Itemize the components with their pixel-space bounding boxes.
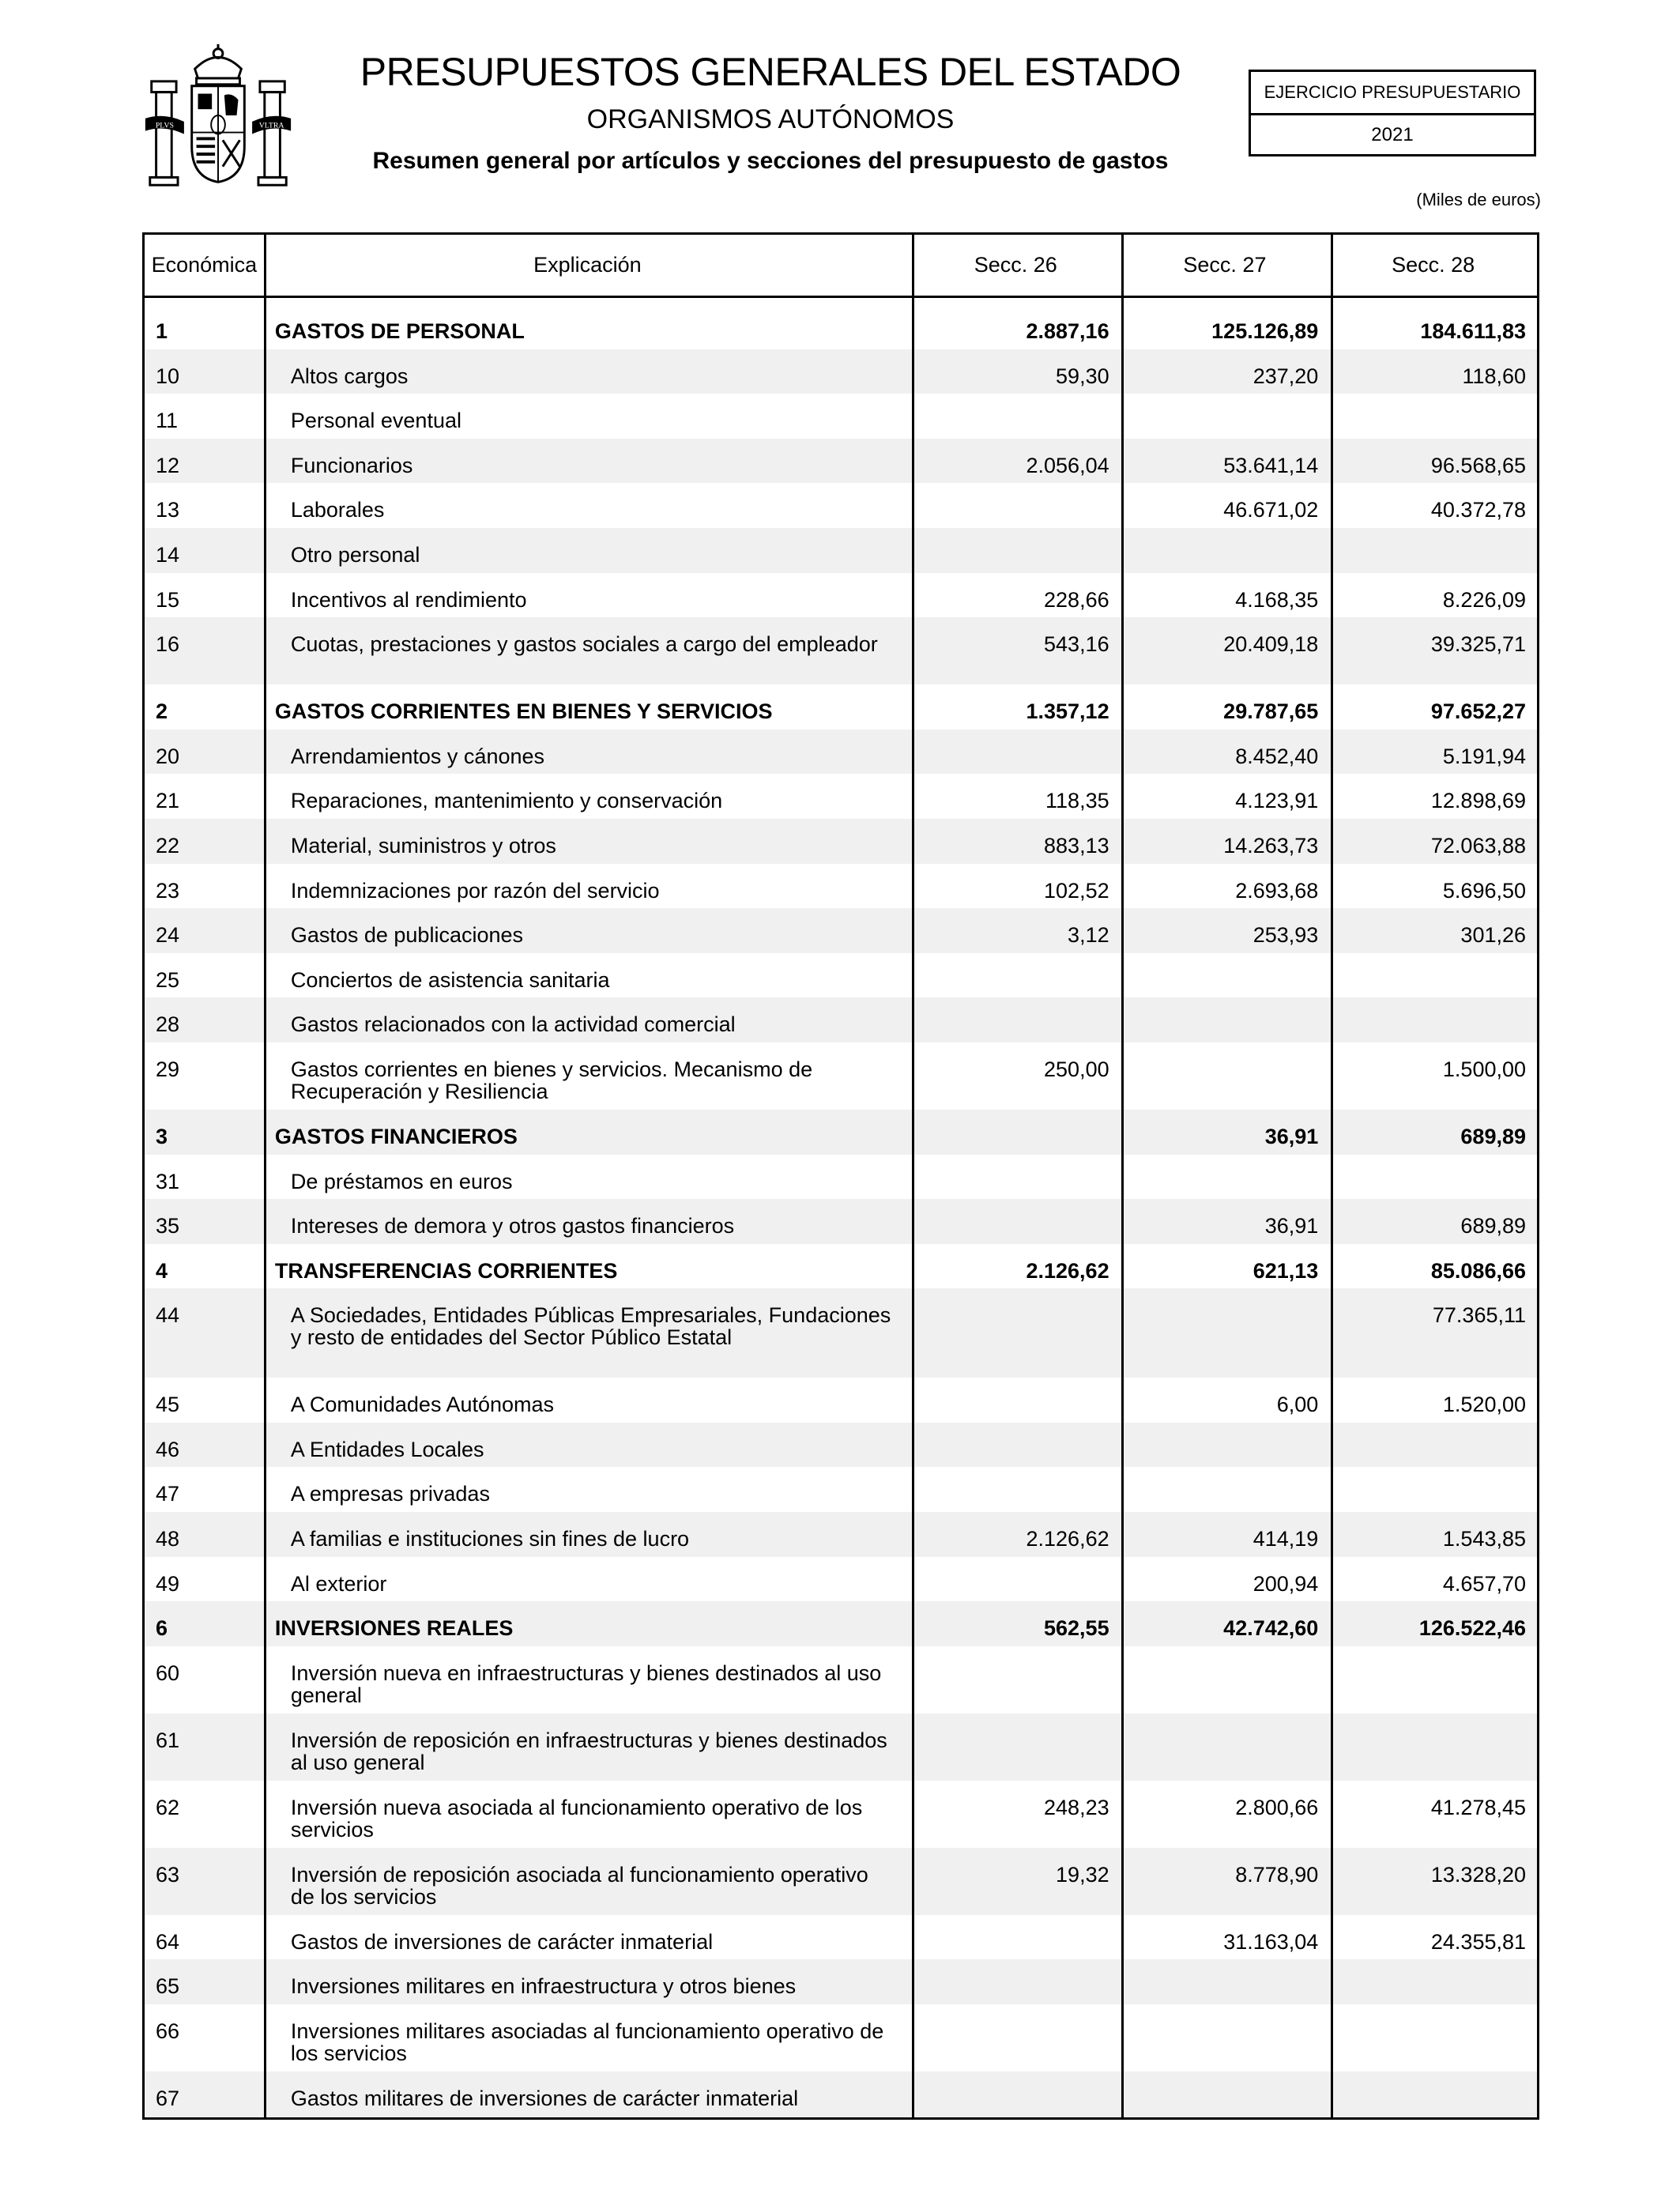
row-code: 47 bbox=[156, 1482, 180, 1506]
table-row bbox=[145, 1959, 1537, 2004]
row-code: 1 bbox=[156, 319, 168, 343]
row-secc-27: 2.693,68 bbox=[1235, 878, 1319, 903]
row-explanation: Inversión de reposición en infraestructuras y bienes destinados al uso general bbox=[290, 1728, 887, 1774]
row-secc-28: 85.086,66 bbox=[1430, 1258, 1526, 1283]
row-secc-28: 126.522,46 bbox=[1418, 1616, 1526, 1641]
row-code: 48 bbox=[156, 1527, 180, 1551]
row-secc-28: 1.500,00 bbox=[1442, 1057, 1527, 1081]
row-secc-28 bbox=[1329, 394, 1537, 439]
row-secc-28: 689,89 bbox=[1460, 1124, 1526, 1148]
svg-text:PLVS: PLVS bbox=[155, 121, 174, 130]
table-header bbox=[145, 235, 1537, 298]
row-secc-28 bbox=[1329, 997, 1537, 1042]
row-secc-27: 237,20 bbox=[1252, 364, 1319, 388]
row-explanation: GASTOS CORRIENTES EN BIENES Y SERVICIOS bbox=[274, 699, 773, 724]
row-secc-27 bbox=[1121, 1288, 1330, 1378]
row-secc-28: 689,89 bbox=[1460, 1214, 1527, 1238]
table-row bbox=[145, 1915, 1537, 1960]
row-code: 67 bbox=[156, 2087, 180, 2111]
row-code: 35 bbox=[156, 1214, 180, 1238]
row-explanation: Inversión de reposición asociada al funcionamiento operativo de los servicios bbox=[290, 1862, 868, 1909]
table-row bbox=[145, 729, 1537, 775]
row-secc-27: 20.409,18 bbox=[1223, 632, 1319, 657]
row-secc-28: 13.328,20 bbox=[1430, 1862, 1527, 1887]
table-row bbox=[145, 997, 1537, 1042]
table-row bbox=[145, 439, 1537, 484]
row-secc-26: 3,12 bbox=[1068, 923, 1109, 948]
row-secc-26: 118,35 bbox=[1045, 789, 1109, 813]
exercise-label: EJERCICIO PRESUPUESTARIO bbox=[1251, 72, 1534, 115]
row-secc-28: 1.520,00 bbox=[1442, 1393, 1527, 1417]
row-secc-28 bbox=[1329, 953, 1537, 998]
row-explanation: Conciertos de asistencia sanitaria bbox=[290, 967, 610, 992]
row-secc-28: 5.696,50 bbox=[1442, 878, 1527, 903]
row-secc-26 bbox=[911, 2071, 1121, 2117]
row-code: 11 bbox=[156, 409, 179, 433]
table-row bbox=[145, 774, 1537, 819]
row-explanation: Incentivos al rendimiento bbox=[290, 587, 527, 612]
row-secc-27: 42.742,60 bbox=[1223, 1616, 1319, 1641]
row-secc-28 bbox=[1329, 528, 1537, 573]
exercise-year: 2021 bbox=[1371, 123, 1414, 145]
row-secc-26 bbox=[911, 483, 1121, 528]
table-row bbox=[145, 1155, 1537, 1200]
document-description: Resumen general por artículos y secciones del presupuesto de gastos bbox=[372, 148, 1169, 174]
row-secc-26 bbox=[911, 1288, 1121, 1378]
table-row bbox=[145, 1423, 1537, 1468]
row-explanation: Funcionarios bbox=[290, 453, 413, 477]
row-secc-26 bbox=[911, 1959, 1121, 2004]
row-secc-26 bbox=[911, 1713, 1121, 1781]
row-secc-28: 5.191,94 bbox=[1442, 744, 1527, 768]
row-secc-27 bbox=[1121, 1646, 1330, 1713]
row-secc-28: 118,60 bbox=[1462, 364, 1527, 388]
exercise-box bbox=[1249, 70, 1536, 156]
row-secc-28 bbox=[1329, 1959, 1537, 2004]
row-secc-26 bbox=[911, 2004, 1121, 2071]
header-secc-26: Secc. 26 bbox=[974, 253, 1057, 277]
row-code: 45 bbox=[156, 1393, 180, 1417]
table-row bbox=[145, 528, 1537, 573]
row-secc-27: 31.163,04 bbox=[1223, 1929, 1319, 1954]
row-secc-28 bbox=[1329, 1646, 1537, 1713]
row-secc-26 bbox=[911, 1378, 1121, 1423]
row-code: 20 bbox=[156, 744, 180, 768]
row-code: 4 bbox=[156, 1258, 168, 1283]
row-secc-27 bbox=[1121, 2004, 1330, 2071]
row-secc-26: 102,52 bbox=[1044, 878, 1109, 903]
row-secc-26: 562,55 bbox=[1044, 1616, 1109, 1641]
row-secc-27: 53.641,14 bbox=[1223, 453, 1319, 477]
column-divider bbox=[1331, 235, 1333, 2117]
row-secc-26: 2.887,16 bbox=[1026, 319, 1109, 343]
row-explanation: Arrendamientos y cánones bbox=[290, 744, 545, 768]
row-code: 64 bbox=[156, 1929, 180, 1954]
row-explanation: INVERSIONES REALES bbox=[274, 1616, 514, 1641]
row-explanation: Inversiones militares en infraestructura y otros bienes bbox=[290, 1974, 797, 1999]
row-secc-28 bbox=[1329, 1467, 1537, 1512]
row-secc-27 bbox=[1121, 2071, 1330, 2117]
row-secc-26 bbox=[911, 528, 1121, 573]
column-divider bbox=[264, 235, 266, 2117]
row-code: 60 bbox=[156, 1661, 180, 1685]
row-secc-26: 2.126,62 bbox=[1026, 1258, 1109, 1283]
row-explanation: GASTOS FINANCIEROS bbox=[274, 1124, 518, 1148]
row-secc-26 bbox=[911, 1557, 1121, 1602]
row-secc-27 bbox=[1121, 1713, 1330, 1781]
row-secc-27 bbox=[1121, 997, 1330, 1042]
row-secc-26 bbox=[911, 1155, 1121, 1200]
table-row bbox=[145, 349, 1537, 394]
row-secc-27 bbox=[1121, 1423, 1330, 1468]
row-code: 15 bbox=[156, 587, 180, 612]
row-explanation: A Comunidades Autónomas bbox=[290, 1393, 555, 1417]
table-row bbox=[145, 1512, 1537, 1557]
row-secc-26 bbox=[911, 1199, 1121, 1244]
row-secc-27: 36,91 bbox=[1264, 1214, 1319, 1238]
row-secc-26 bbox=[911, 1110, 1121, 1155]
row-secc-27: 8.452,40 bbox=[1235, 744, 1319, 768]
table-row bbox=[145, 864, 1537, 909]
row-explanation: Otro personal bbox=[290, 542, 420, 567]
table-row bbox=[145, 1378, 1537, 1423]
row-secc-28: 4.657,70 bbox=[1442, 1571, 1527, 1596]
row-explanation: A familias e instituciones sin fines de lucro bbox=[290, 1527, 690, 1551]
table-row bbox=[145, 1781, 1537, 1848]
table-row bbox=[145, 1646, 1537, 1713]
row-code: 13 bbox=[156, 498, 180, 522]
row-secc-26: 248,23 bbox=[1044, 1795, 1109, 1819]
row-explanation: Intereses de demora y otros gastos financieros bbox=[290, 1214, 735, 1238]
table-row bbox=[145, 1848, 1537, 1915]
table-row bbox=[145, 908, 1537, 953]
row-secc-28 bbox=[1329, 1155, 1537, 1200]
row-secc-27: 4.168,35 bbox=[1235, 587, 1319, 612]
row-secc-28: 8.226,09 bbox=[1442, 587, 1527, 612]
table-row bbox=[145, 1199, 1537, 1244]
table-row bbox=[145, 1288, 1537, 1378]
row-secc-26 bbox=[911, 1467, 1121, 1512]
row-secc-26: 543,16 bbox=[1044, 632, 1109, 657]
row-secc-26 bbox=[911, 729, 1121, 775]
row-secc-28 bbox=[1329, 1713, 1537, 1781]
table-section-row bbox=[145, 1244, 1537, 1289]
row-secc-28 bbox=[1329, 2071, 1537, 2117]
row-secc-26 bbox=[911, 1646, 1121, 1713]
row-secc-28: 41.278,45 bbox=[1430, 1795, 1527, 1819]
row-secc-26 bbox=[911, 1423, 1121, 1468]
table-row bbox=[145, 617, 1537, 684]
row-explanation: De préstamos en euros bbox=[290, 1169, 513, 1193]
row-secc-27 bbox=[1121, 394, 1330, 439]
row-secc-27: 253,93 bbox=[1252, 923, 1319, 948]
row-secc-28: 96.568,65 bbox=[1430, 453, 1527, 477]
row-secc-27 bbox=[1121, 1467, 1330, 1512]
row-secc-27: 4.123,91 bbox=[1235, 789, 1319, 813]
row-secc-28: 1.543,85 bbox=[1442, 1527, 1527, 1551]
row-secc-28: 77.365,11 bbox=[1432, 1303, 1527, 1328]
row-explanation: A empresas privadas bbox=[290, 1482, 490, 1506]
row-explanation: Inversiones militares asociadas al funcionamiento operativo de los servicios bbox=[290, 2019, 884, 2066]
document-subtitle: ORGANISMOS AUTÓNOMOS bbox=[586, 104, 955, 134]
row-explanation: Inversión nueva asociada al funcionamiento operativo de los servicios bbox=[290, 1795, 863, 1842]
row-secc-26 bbox=[911, 1915, 1121, 1960]
row-secc-27: 14.263,73 bbox=[1223, 833, 1319, 858]
row-explanation: Laborales bbox=[290, 498, 385, 522]
row-code: 22 bbox=[156, 833, 180, 858]
table-row bbox=[145, 2004, 1537, 2071]
row-explanation: Gastos corrientes en bienes y servicios. Mecanismo de Recuperación y Resiliencia bbox=[290, 1057, 813, 1103]
spain-coat-of-arms-icon bbox=[141, 38, 296, 193]
row-secc-27: 46.671,02 bbox=[1223, 498, 1319, 522]
row-secc-28 bbox=[1329, 2004, 1537, 2071]
table-row bbox=[145, 819, 1537, 864]
row-secc-28: 40.372,78 bbox=[1430, 498, 1527, 522]
row-explanation: GASTOS DE PERSONAL bbox=[274, 319, 525, 343]
header-economica: Económica bbox=[151, 253, 258, 277]
table-section-row bbox=[145, 1601, 1537, 1646]
row-secc-27: 200,94 bbox=[1252, 1571, 1319, 1596]
row-code: 24 bbox=[156, 923, 180, 948]
row-explanation: Inversión nueva en infraestructuras y bienes destinados al uso general bbox=[290, 1661, 882, 1707]
row-secc-28: 97.652,27 bbox=[1430, 699, 1526, 724]
row-explanation: Cuotas, prestaciones y gastos sociales a cargo del empleador bbox=[290, 632, 878, 657]
svg-text:VLTRA: VLTRA bbox=[258, 121, 284, 130]
row-code: 10 bbox=[156, 364, 180, 388]
row-secc-27: 621,13 bbox=[1252, 1258, 1319, 1283]
row-secc-27 bbox=[1121, 528, 1330, 573]
row-code: 62 bbox=[156, 1795, 180, 1819]
row-explanation: TRANSFERENCIAS CORRIENTES bbox=[274, 1258, 618, 1283]
row-code: 3 bbox=[156, 1124, 168, 1148]
row-secc-26: 1.357,12 bbox=[1026, 699, 1109, 724]
row-secc-27: 2.800,66 bbox=[1235, 1795, 1319, 1819]
row-secc-26 bbox=[911, 394, 1121, 439]
row-code: 2 bbox=[156, 699, 168, 724]
row-explanation: Al exterior bbox=[290, 1571, 387, 1596]
table-row bbox=[145, 573, 1537, 618]
row-explanation: A Entidades Locales bbox=[290, 1437, 484, 1461]
table-section-row bbox=[145, 1110, 1537, 1155]
row-code: 44 bbox=[156, 1303, 180, 1328]
row-secc-26: 883,13 bbox=[1044, 833, 1109, 858]
units-note: (Miles de euros) bbox=[1416, 190, 1541, 209]
row-code: 6 bbox=[156, 1616, 168, 1641]
table-row bbox=[145, 1557, 1537, 1602]
row-code: 21 bbox=[156, 789, 180, 813]
row-explanation: Gastos relacionados con la actividad comercial bbox=[290, 1012, 736, 1037]
header-explicacion: Explicación bbox=[533, 253, 642, 277]
table-row bbox=[145, 1713, 1537, 1781]
row-code: 65 bbox=[156, 1974, 180, 1999]
table-section-row bbox=[145, 684, 1537, 729]
row-secc-26: 19,32 bbox=[1056, 1862, 1109, 1887]
row-explanation: A Sociedades, Entidades Públicas Empresariales, Fundaciones y resto de entidades del Sector Público Estatal bbox=[290, 1303, 891, 1350]
table-row bbox=[145, 1042, 1537, 1110]
row-secc-27 bbox=[1121, 1042, 1330, 1110]
row-secc-26: 59,30 bbox=[1056, 364, 1109, 388]
row-code: 25 bbox=[156, 967, 180, 992]
row-code: 31 bbox=[156, 1169, 180, 1193]
column-divider bbox=[1121, 235, 1124, 2117]
row-explanation: Personal eventual bbox=[290, 409, 461, 433]
row-secc-28: 184.611,83 bbox=[1420, 319, 1526, 343]
table-row bbox=[145, 2071, 1537, 2117]
row-secc-26: 250,00 bbox=[1044, 1057, 1109, 1081]
document-title: PRESUPUESTOS GENERALES DEL ESTADO bbox=[360, 50, 1181, 94]
table-row bbox=[145, 394, 1537, 439]
header-secc-27: Secc. 27 bbox=[1183, 253, 1267, 277]
title-block bbox=[348, 47, 1193, 179]
row-explanation: Gastos militares de inversiones de carácter inmaterial bbox=[290, 2087, 799, 2111]
row-explanation: Gastos de inversiones de carácter inmaterial bbox=[290, 1929, 714, 1954]
row-explanation: Material, suministros y otros bbox=[290, 833, 556, 858]
row-secc-27: 414,19 bbox=[1252, 1527, 1319, 1551]
row-secc-26 bbox=[911, 953, 1121, 998]
row-explanation: Reparaciones, mantenimiento y conservación bbox=[290, 789, 723, 813]
row-secc-26 bbox=[911, 997, 1121, 1042]
row-code: 23 bbox=[156, 878, 180, 903]
row-secc-27: 36,91 bbox=[1264, 1124, 1319, 1148]
row-code: 16 bbox=[156, 632, 180, 657]
row-code: 49 bbox=[156, 1571, 180, 1596]
row-code: 28 bbox=[156, 1012, 180, 1037]
row-code: 29 bbox=[156, 1057, 180, 1081]
row-secc-26: 2.126,62 bbox=[1026, 1527, 1109, 1551]
row-secc-26: 2.056,04 bbox=[1026, 453, 1109, 477]
row-secc-27 bbox=[1121, 1959, 1330, 2004]
table-body bbox=[145, 304, 1537, 2117]
column-divider bbox=[912, 235, 914, 2117]
table-row bbox=[145, 483, 1537, 528]
row-secc-27: 125.126,89 bbox=[1211, 319, 1319, 343]
row-secc-27: 6,00 bbox=[1276, 1393, 1319, 1417]
row-code: 46 bbox=[156, 1437, 180, 1461]
row-explanation: Altos cargos bbox=[290, 364, 409, 388]
table-row bbox=[145, 1467, 1537, 1512]
row-secc-28: 12.898,69 bbox=[1430, 789, 1527, 813]
row-secc-27 bbox=[1121, 953, 1330, 998]
row-secc-28: 72.063,88 bbox=[1430, 833, 1527, 858]
row-secc-27 bbox=[1121, 1155, 1330, 1200]
table-section-row bbox=[145, 304, 1537, 349]
row-secc-28 bbox=[1329, 1423, 1537, 1468]
row-secc-27: 8.778,90 bbox=[1235, 1862, 1319, 1887]
row-explanation: Gastos de publicaciones bbox=[290, 923, 524, 948]
row-secc-26: 228,66 bbox=[1044, 587, 1109, 612]
row-secc-28: 24.355,81 bbox=[1430, 1929, 1527, 1954]
row-explanation: Indemnizaciones por razón del servicio bbox=[290, 878, 660, 903]
budget-table bbox=[142, 232, 1539, 2120]
row-code: 12 bbox=[156, 453, 180, 477]
row-code: 63 bbox=[156, 1862, 180, 1887]
row-code: 66 bbox=[156, 2019, 180, 2044]
row-secc-27: 29.787,65 bbox=[1223, 699, 1319, 724]
table-row bbox=[145, 953, 1537, 998]
row-secc-28: 39.325,71 bbox=[1430, 632, 1527, 657]
header-secc-28: Secc. 28 bbox=[1392, 253, 1475, 277]
row-code: 14 bbox=[156, 542, 180, 567]
row-code: 61 bbox=[156, 1728, 180, 1752]
row-secc-28: 301,26 bbox=[1460, 923, 1527, 948]
